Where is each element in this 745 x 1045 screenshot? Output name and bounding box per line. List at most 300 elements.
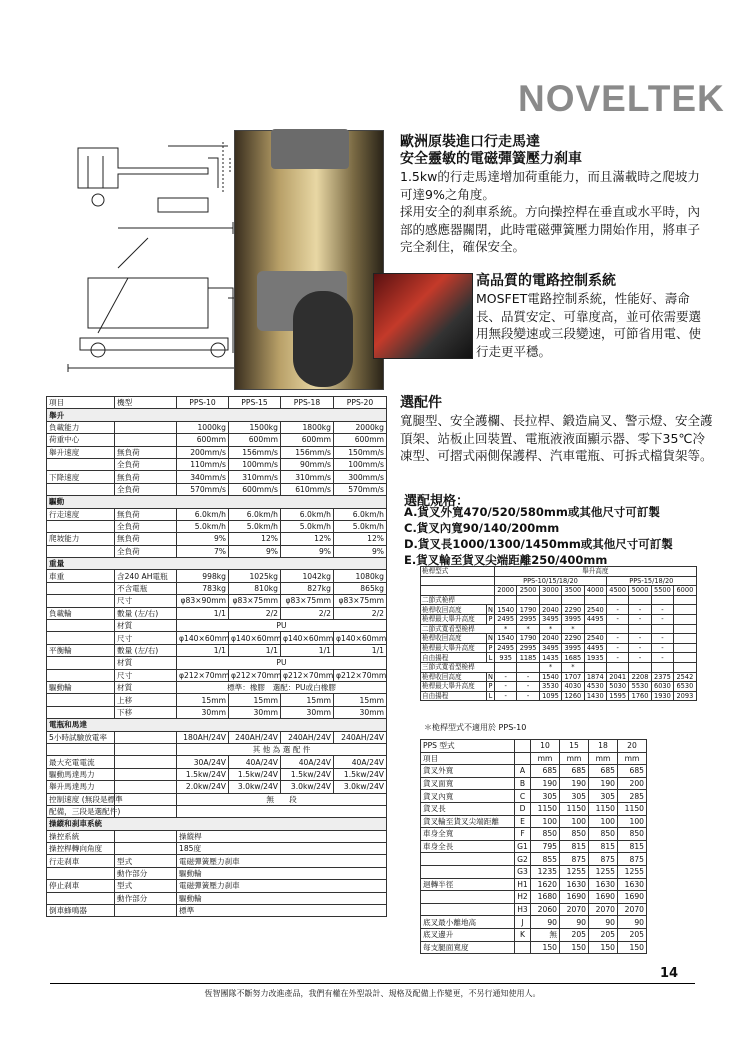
spec-item-label: 最大充電電流: [47, 756, 115, 768]
spec-row: [47, 545, 387, 557]
dim-row: [421, 853, 647, 866]
spec-row: [47, 867, 387, 879]
spec-row: [47, 496, 387, 508]
mast-group-row: [421, 624, 697, 634]
dim-value: 850: [531, 828, 560, 841]
spec-value: 2/2: [281, 607, 334, 619]
spec-value: 6.0km/h: [229, 508, 281, 520]
dim-value: 200: [618, 777, 647, 790]
mast-value: 1707: [562, 672, 584, 682]
spec-item-label: 平衡輪: [47, 644, 115, 656]
circuit-title: 高品質的電路控制系統: [476, 273, 616, 289]
dim-unit-cell: mm: [618, 752, 647, 765]
dim-value: 685: [618, 765, 647, 778]
dim-value: 190: [589, 777, 618, 790]
spec-item-sublabel: 不含電瓶: [115, 582, 177, 594]
dim-value: 305: [589, 790, 618, 803]
spec-item-label: [47, 520, 115, 532]
spec-item-sublabel: 型式: [115, 855, 177, 867]
mast-blank: [674, 662, 697, 672]
dim-unit-cell: mm: [589, 752, 618, 765]
dim-value: 1255: [589, 865, 618, 878]
mast-group-title: 三節式寬看型桅桿: [421, 662, 495, 672]
spec-item-label: [47, 743, 115, 755]
dim-value: 1255: [560, 865, 589, 878]
mast-height-value: 4500: [606, 586, 628, 596]
mast-value: [674, 643, 697, 653]
spec-item-sublabel: 無負荷: [115, 533, 177, 545]
spec-item-sublabel: 動作部分: [115, 867, 177, 879]
spec-value: 570mm/s: [334, 483, 387, 495]
spec-item-sublabel: 無負荷: [115, 446, 177, 458]
option-item: E.貨叉輪至貨叉尖端距離250/400mm: [404, 553, 608, 567]
spec-row: [47, 508, 387, 520]
spec-value: 3.0kw/24V: [281, 781, 334, 793]
spec-value: 15mm: [281, 694, 334, 706]
dim-value: 100: [618, 815, 647, 828]
spec-value: 12%: [281, 533, 334, 545]
mast-value: -: [606, 605, 628, 615]
spec-value: 其 他 為 選 配 件: [177, 743, 387, 755]
spec-item-sublabel: [115, 743, 177, 755]
spec-value: 600mm: [334, 434, 387, 446]
spec-value: 100mm/s: [334, 458, 387, 470]
dim-value: 850: [618, 828, 647, 841]
spec-item-label: [47, 582, 115, 594]
mast-value: -: [606, 643, 628, 653]
mast-blank: [421, 586, 495, 596]
mast-mark: *: [495, 624, 517, 634]
dim-value: 815: [560, 840, 589, 853]
spec-value: 電磁彈簧壓力刹車: [177, 880, 387, 892]
dim-value: 2070: [618, 903, 647, 916]
spec-value: φ83×75mm: [229, 595, 281, 607]
spec-item-sublabel: [115, 905, 177, 917]
options-title: 選配規格：: [404, 494, 470, 509]
mast-row-code: P: [487, 614, 495, 624]
spec-value: 300mm/s: [334, 471, 387, 483]
spec-row: [47, 620, 387, 632]
mast-blank: [606, 595, 628, 605]
spec-value: φ83×90mm: [177, 595, 229, 607]
dim-row: [421, 815, 647, 828]
spec-row: [47, 855, 387, 867]
spec-value: 40A/24V: [229, 756, 281, 768]
mast-row-code: L: [487, 653, 495, 663]
spec-value: 9%: [281, 545, 334, 557]
spec-item-label: [47, 620, 115, 632]
spec-item-label: [47, 545, 115, 557]
spec-value: 2/2: [229, 607, 281, 619]
spec-value: 150mm/s: [334, 446, 387, 458]
spec-value: 5.0km/h: [177, 520, 229, 532]
spec-value: 240AH/24V: [281, 731, 334, 743]
dim-value: 795: [531, 840, 560, 853]
mast-row-code: N: [488, 634, 493, 643]
mast-value: 2995: [517, 643, 539, 653]
spec-row: [47, 830, 387, 842]
spec-item-sublabel: 全負荷: [115, 483, 177, 495]
spec-section-title: 電瓶和馬達: [47, 719, 387, 731]
mast-value: 5530: [629, 682, 651, 692]
spec-value: 156mm/s: [229, 446, 281, 458]
spec-value: φ212×70mm: [334, 669, 387, 681]
mast-data-row: [421, 614, 697, 624]
mast-value: 1685: [562, 653, 584, 663]
mast-value: [674, 634, 697, 644]
spec-section-title: 驅動: [47, 496, 387, 508]
mast-value: 2495: [495, 643, 517, 653]
mast-value: 2208: [629, 672, 651, 682]
dim-header-cell: 20: [618, 740, 647, 753]
spec-value: PU: [177, 657, 387, 669]
mast-group-row: [421, 595, 697, 605]
dim-value: 855: [531, 853, 560, 866]
dim-header-cell: 15: [560, 740, 589, 753]
dim-header-cell: [515, 740, 531, 753]
spec-item-label: 配備，三段是選配件): [47, 805, 115, 817]
spec-value: 1500kg: [229, 421, 281, 433]
dim-row: [421, 878, 647, 891]
mast-row-label: 桅桿最大舉升高度: [421, 682, 487, 692]
spec-row: [47, 644, 387, 656]
mast-value: 1595: [606, 691, 628, 701]
spec-value: 1/1: [334, 644, 387, 656]
mast-blank: [584, 624, 606, 634]
dim-value: 850: [589, 828, 618, 841]
spec-item-sublabel: 含240 AH電瓶: [115, 570, 177, 582]
mast-value: 4530: [584, 682, 606, 692]
spec-value: 9%: [334, 545, 387, 557]
dim-unit-cell: 項目: [421, 752, 515, 765]
dim-value: 285: [618, 790, 647, 803]
spec-value: 240AH/24V: [229, 731, 281, 743]
mast-row-code: P: [487, 682, 495, 692]
spec-item-label: [47, 706, 115, 718]
spec-value: 15mm: [177, 694, 229, 706]
mast-blank: [606, 624, 628, 634]
mast-value: 3530: [539, 682, 561, 692]
dim-value: 100: [531, 815, 560, 828]
drive-motor-photo: [234, 130, 384, 390]
mast-value: 1185: [517, 653, 539, 663]
mast-value: [674, 614, 697, 624]
mast-value: -: [629, 614, 651, 624]
mast-data-row: [421, 682, 697, 692]
dim-code: E: [515, 815, 531, 828]
spec-value: 600mm: [281, 434, 334, 446]
spec-value: 40A/24V: [281, 756, 334, 768]
dim-label: 車身全長: [421, 840, 515, 853]
dim-label: [421, 903, 515, 916]
spec-value: 1.5kw/24V: [177, 768, 229, 780]
dim-value: 815: [618, 840, 647, 853]
circuit-section: [476, 273, 708, 360]
dim-label: 貨叉外寬: [421, 765, 515, 778]
spec-item-label: [47, 694, 115, 706]
spec-section-title: 重量: [47, 558, 387, 570]
mast-group-title: 二節式桅桿: [421, 595, 495, 605]
spec-row: [47, 743, 387, 755]
dim-value: 1630: [589, 878, 618, 891]
dim-header-row: [421, 740, 647, 753]
mast-value: -: [651, 634, 673, 644]
spec-item-sublabel: 型式: [115, 880, 177, 892]
dim-value: 150: [618, 941, 647, 954]
spec-value: φ140×60mm: [281, 632, 334, 644]
spec-row: [47, 694, 387, 706]
spec-value: 6.0km/h: [334, 508, 387, 520]
dim-label: 迴轉半徑: [421, 878, 515, 891]
options-list: [404, 504, 724, 568]
spec-value: φ140×60mm: [177, 632, 229, 644]
spec-value: 1.5kw/24V: [229, 768, 281, 780]
footer-note: 恆智團隊不斷努力改進產品，我們有權在外型設計、規格及配備上作變更，不另行通知使用人。: [204, 989, 541, 998]
spec-row: [47, 471, 387, 483]
dim-label: 車身全寬: [421, 828, 515, 841]
mast-blank: [651, 662, 673, 672]
spec-value: 110mm/s: [177, 458, 229, 470]
spec-value: 1.5kw/24V: [334, 768, 387, 780]
mast-mark: [495, 662, 517, 672]
spec-section-title: 舉升: [47, 409, 387, 421]
mast-row-code: N: [488, 672, 493, 681]
dim-code: [515, 941, 531, 954]
mast-data-row: [421, 653, 697, 663]
spec-header-cell: PPS-20: [334, 397, 387, 409]
mast-value: -: [651, 653, 673, 663]
mast-blank: [562, 595, 584, 605]
mast-value: -: [651, 614, 673, 624]
spec-row: [47, 793, 387, 805]
spec-value: 驅動輪: [177, 867, 387, 879]
dim-code: F: [515, 828, 531, 841]
spec-item-label: [47, 483, 115, 495]
mast-blank: [651, 595, 673, 605]
mast-height-value: 4000: [584, 586, 606, 596]
spec-value: 30mm: [334, 706, 387, 718]
spec-row: [47, 681, 387, 693]
spec-value: 9%: [229, 545, 281, 557]
motor-section: [400, 134, 700, 256]
mast-blank: [674, 624, 697, 634]
mast-group-row: [421, 662, 697, 672]
dim-value: 90: [589, 916, 618, 929]
spec-value: 30mm: [177, 706, 229, 718]
spec-header-cell: PPS-15: [229, 397, 281, 409]
spec-item-sublabel: [115, 830, 177, 842]
dim-value: 1690: [618, 891, 647, 904]
spec-value: 12%: [229, 533, 281, 545]
dim-value: 1680: [531, 891, 560, 904]
spec-item-label: 控制速度 (無段是標準: [47, 793, 115, 805]
spec-value: 610mm/s: [281, 483, 334, 495]
spec-value: 2/2: [334, 607, 387, 619]
dim-value: 815: [589, 840, 618, 853]
mast-value: 1874: [584, 672, 606, 682]
dim-value: 1630: [618, 878, 647, 891]
spec-value: 185度: [177, 843, 387, 855]
dim-value: 150: [531, 941, 560, 954]
spec-value: 1000kg: [177, 421, 229, 433]
spec-item-sublabel: 材質: [115, 657, 177, 669]
spec-item-label: 荷重中心: [47, 434, 115, 446]
mast-value: 1435: [539, 653, 561, 663]
spec-value: 驅動輪: [177, 892, 387, 904]
mast-mark: *: [562, 624, 584, 634]
spec-item-sublabel: [115, 781, 177, 793]
mast-header-row: [421, 567, 697, 577]
spec-item-sublabel: 尺寸: [115, 632, 177, 644]
dim-value: 875: [618, 853, 647, 866]
mast-value: 6530: [674, 682, 697, 692]
dimension-table: [420, 739, 647, 954]
spec-item-sublabel: 上移: [115, 694, 177, 706]
dim-units-row: [421, 752, 647, 765]
spec-value: 1/1: [229, 644, 281, 656]
spec-value: 1/1: [177, 607, 229, 619]
mast-blank: [606, 662, 628, 672]
spec-value: 783kg: [177, 582, 229, 594]
spec-value: 1042kg: [281, 570, 334, 582]
spec-value: 7%: [177, 545, 229, 557]
mast-height-value: 2500: [517, 586, 539, 596]
dim-row: [421, 903, 647, 916]
spec-value: φ212×70mm: [229, 669, 281, 681]
spec-item-label: 爬坡能力: [47, 533, 115, 545]
mast-value: 1095: [539, 691, 561, 701]
mast-value: -: [629, 634, 651, 644]
spec-row: [47, 756, 387, 768]
mast-mark: *: [562, 662, 584, 672]
spec-value: 600mm/s: [229, 483, 281, 495]
dim-row: [421, 828, 647, 841]
spec-value: 810kg: [229, 582, 281, 594]
spec-item-label: [47, 892, 115, 904]
mast-blank: [421, 576, 495, 586]
dim-value: 100: [560, 815, 589, 828]
mast-value: -: [517, 672, 539, 682]
spec-value: PU: [177, 620, 387, 632]
spec-item-sublabel: 無負荷: [115, 471, 177, 483]
accessories-body: 寬腿型、安全護欄、長拉桿、鍛造扁叉、警示燈、安全護頂架、站板止回裝置、電瓶液液面顯示器、零下35℃冷凍型、可摺式兩側保護桿、汽車電瓶、可拆式檔貨架等。: [400, 413, 713, 463]
spec-row: [47, 719, 387, 731]
spec-value: φ212×70mm: [177, 669, 229, 681]
dim-value: 2070: [560, 903, 589, 916]
circuit-body: MOSFET電路控制系統，性能好、壽命長、品質安定、可靠度高，並可依需要選用無段變速或三段變速，可節省用電、使行走更平穩。: [476, 291, 702, 359]
mast-value: [674, 653, 697, 663]
spec-item-label: 驅動輪: [47, 681, 115, 693]
spec-value: 180AH/24V: [177, 731, 229, 743]
spec-item-label: 操控系統: [47, 830, 115, 842]
spec-value: 600mm: [229, 434, 281, 446]
spec-value: φ140×60mm: [229, 632, 281, 644]
spec-row: [47, 558, 387, 570]
dim-label: 底叉邊升: [421, 928, 515, 941]
mast-value: 3995: [562, 614, 584, 624]
spec-item-sublabel: 動作部分: [115, 892, 177, 904]
dim-value: 1235: [531, 865, 560, 878]
mast-value: -: [495, 672, 517, 682]
spec-item-sublabel: 全負荷: [115, 520, 177, 532]
dim-unit-cell: mm: [531, 752, 560, 765]
dim-value: 205: [618, 928, 647, 941]
spec-header-row: [47, 397, 387, 409]
dim-label: [421, 891, 515, 904]
spec-value: 15mm: [229, 694, 281, 706]
spec-value: φ83×75mm: [334, 595, 387, 607]
mast-blank: [629, 662, 651, 672]
dim-row: [421, 802, 647, 815]
spec-row: [47, 669, 387, 681]
mast-value: 2290: [562, 634, 584, 644]
spec-item-sublabel: 數量 (左/右): [115, 607, 177, 619]
mast-mark: *: [539, 624, 561, 634]
mast-value: 3495: [539, 643, 561, 653]
mast-value: 2040: [539, 634, 561, 644]
spec-item-sublabel: [115, 805, 177, 817]
mast-value: 1790: [517, 605, 539, 615]
spec-row: [47, 657, 387, 669]
mast-mark: *: [539, 662, 561, 672]
spec-value: 310mm/s: [229, 471, 281, 483]
mast-value: 3995: [562, 643, 584, 653]
dim-row: [421, 928, 647, 941]
mast-row-label: 桅桿收回高度: [421, 605, 487, 615]
mast-height-value: 6000: [674, 586, 697, 596]
mast-blank: [584, 595, 606, 605]
spec-item-sublabel: [115, 421, 177, 433]
spec-value: 5.0km/h: [281, 520, 334, 532]
spec-item-label: 行走刹車: [47, 855, 115, 867]
spec-value: φ83×75mm: [281, 595, 334, 607]
spec-item-label: 行走速度: [47, 508, 115, 520]
dim-code: C: [515, 790, 531, 803]
mast-value: -: [606, 614, 628, 624]
dim-unit-cell: mm: [560, 752, 589, 765]
mast-row-label: 自由揚程: [421, 653, 487, 663]
spec-value: 9%: [177, 533, 229, 545]
option-item: A.貨叉外寬470/520/580mm或其他尺寸可訂製: [404, 505, 660, 519]
spec-item-label: [47, 867, 115, 879]
mast-row-label: 桅桿收回高度: [421, 672, 487, 682]
spec-value: 240AH/24V: [334, 731, 387, 743]
spec-value: 3.0kw/24V: [229, 781, 281, 793]
spec-row: [47, 843, 387, 855]
dim-code: B: [515, 777, 531, 790]
spec-value: 30mm: [229, 706, 281, 718]
mast-height-value: 3500: [562, 586, 584, 596]
dim-value: 1690: [589, 891, 618, 904]
mast-value: 1790: [517, 634, 539, 644]
mast-value: -: [495, 682, 517, 692]
spec-value: 標準: [177, 905, 387, 917]
spec-item-label: 舉升馬達馬力: [47, 781, 115, 793]
spec-row: [47, 520, 387, 532]
spec-item-label: 操控桿轉向角度: [47, 843, 115, 855]
mast-row-label: 桅桿收回高度: [421, 634, 487, 644]
spec-value: 998kg: [177, 570, 229, 582]
mast-blank: [517, 595, 539, 605]
motor-para-1: 1.5kw的行走馬達增加荷重能力，而且滿載時之爬坡力可達9%之角度。: [400, 169, 700, 202]
spec-value: 6.0km/h: [281, 508, 334, 520]
dim-row: [421, 790, 647, 803]
dim-value: 1150: [531, 802, 560, 815]
mast-blank: [629, 624, 651, 634]
dim-value: 875: [560, 853, 589, 866]
spec-value: 電磁彈簧壓力刹車: [177, 855, 387, 867]
mast-row-label: 桅桿最大舉升高度: [421, 614, 487, 624]
